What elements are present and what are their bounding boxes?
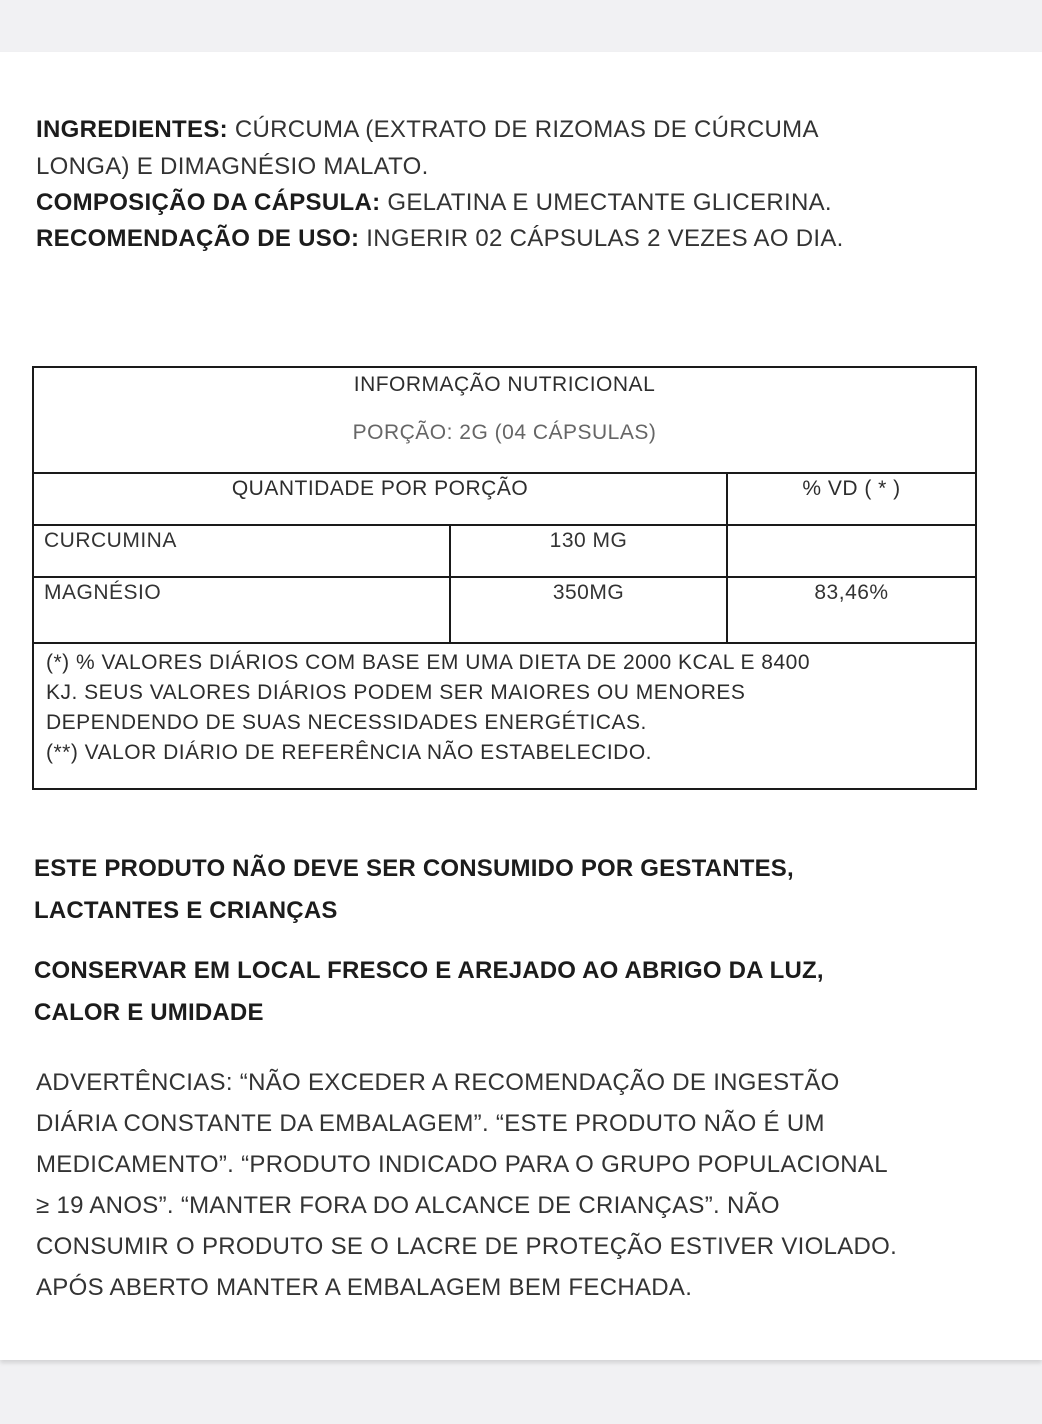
capsule-composition-text: GELATINA E UMECTANTE GLICERINA. — [380, 189, 832, 216]
usage-recommendation-text: INGERIR 02 CÁPSULAS 2 VEZES AO DIA. — [359, 225, 844, 252]
ingredients-block — [36, 110, 936, 257]
pregnancy-warning — [34, 848, 934, 932]
advertencias-line: MEDICAMENTO”. “PRODUTO INDICADO PARA O GRUPO POPULACIONAL — [36, 1151, 888, 1178]
nutrition-footnote — [33, 643, 976, 789]
table-row — [33, 525, 976, 577]
capsule-composition-label: COMPOSIÇÃO DA CÁPSULA: — [36, 189, 381, 216]
advertencias-line: DIÁRIA CONSTANTE DA EMBALAGEM”. “ESTE PRODUTO NÃO É UM — [36, 1110, 825, 1137]
ingredients-label: INGREDIENTES: — [36, 116, 228, 143]
advertencias-block — [36, 1062, 996, 1308]
usage-recommendation-label: RECOMENDAÇÃO DE USO: — [36, 225, 360, 252]
usage-recommendation-line — [36, 221, 936, 257]
row-name: MAGNÉSIO — [33, 577, 450, 643]
advertencias-line: ADVERTÊNCIAS: “NÃO EXCEDER A RECOMENDAÇÃO DE INGESTÃO — [36, 1069, 840, 1096]
row-vd — [727, 525, 976, 577]
ingredients-text-continued: LONGA) E DIMAGNÉSIO MALATO. — [36, 153, 429, 180]
advertencias-line: APÓS ABERTO MANTER A EMBALAGEM BEM FECHADA. — [36, 1274, 693, 1301]
advertencias-line: CONSUMIR O PRODUTO SE O LACRE DE PROTEÇÃO ESTIVER VIOLADO. — [36, 1233, 898, 1260]
footnote-line: KJ. SEUS VALORES DIÁRIOS PODEM SER MAIORES OU MENORES — [46, 681, 746, 704]
nutrition-title: INFORMAÇÃO NUTRICIONAL — [353, 373, 656, 396]
warning-line: CONSERVAR EM LOCAL FRESCO E AREJADO AO ABRIGO DA LUZ, — [34, 957, 824, 984]
header-vd: % VD ( * ) — [727, 473, 976, 525]
ingredients-line — [36, 110, 936, 149]
ingredients-text: CÚRCUMA (EXTRATO DE RIZOMAS DE CÚRCUMA — [227, 116, 819, 143]
row-vd: 83,46% — [727, 577, 976, 643]
warning-line: LACTANTES E CRIANÇAS — [34, 897, 338, 924]
table-row — [33, 577, 976, 643]
footnote-line: DEPENDENDO DE SUAS NECESSIDADES ENERGÉTICAS. — [46, 711, 647, 734]
warning-line: ESTE PRODUTO NÃO DEVE SER CONSUMIDO POR GESTANTES, — [34, 855, 794, 882]
label-sheet — [0, 52, 1042, 1360]
footnote-line: (**) VALOR DIÁRIO DE REFERÊNCIA NÃO ESTABELECIDO. — [46, 741, 653, 764]
nutrition-portion: PORÇÃO: 2G (04 CÁPSULAS) — [352, 421, 657, 444]
capsule-composition-line — [36, 185, 936, 221]
nutrition-table — [32, 366, 977, 790]
advertencias-line: ≥ 19 ANOS”. “MANTER FORA DO ALCANCE DE CRIANÇAS”. NÃO — [36, 1192, 780, 1219]
warning-line: CALOR E UMIDADE — [34, 999, 264, 1026]
footnote-line: (*) % VALORES DIÁRIOS COM BASE EM UMA DIETA DE 2000 KCAL E 8400 — [46, 651, 811, 674]
row-quantity: 350MG — [450, 577, 727, 643]
storage-warning — [34, 950, 934, 1034]
nutrition-title-cell — [33, 367, 976, 473]
row-quantity: 130 MG — [450, 525, 727, 577]
header-quantity: QUANTIDADE POR PORÇÃO — [33, 473, 727, 525]
row-name: CURCUMINA — [33, 525, 450, 577]
